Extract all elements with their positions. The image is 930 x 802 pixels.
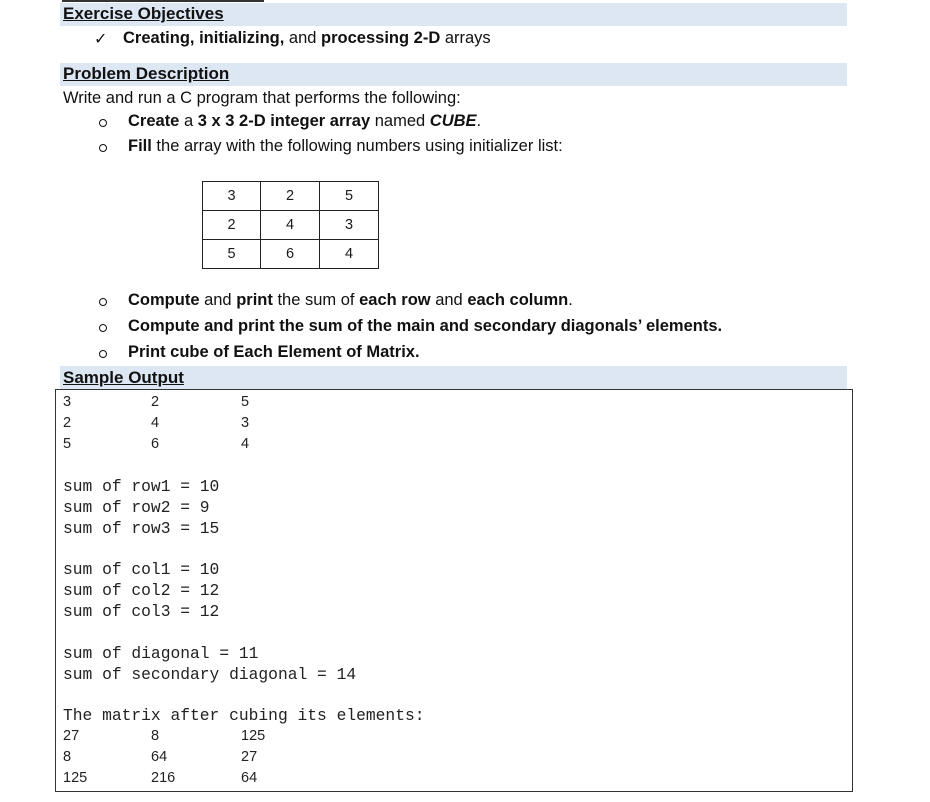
matrix-row bbox=[203, 211, 379, 240]
output-matrix-value: 4 bbox=[241, 436, 250, 452]
bullet3-t4: . bbox=[568, 291, 573, 309]
bullet3-t2: the sum of bbox=[272, 291, 360, 309]
bullet-compute-sums bbox=[128, 291, 573, 310]
top-rule bbox=[62, 0, 264, 2]
output-cube-value: 27 bbox=[241, 749, 258, 765]
output-matrix-value: 3 bbox=[241, 415, 250, 431]
circle-bullet-icon bbox=[99, 119, 107, 127]
objective-bold-2: processing 2-D bbox=[321, 29, 441, 47]
output-row-sum: sum of row3 = 15 bbox=[63, 519, 220, 538]
matrix-cell: 4 bbox=[261, 211, 320, 240]
sample-output-title: Sample Output bbox=[63, 368, 184, 387]
output-cube-header: The matrix after cubing its elements: bbox=[63, 706, 425, 725]
circle-bullet-icon bbox=[99, 144, 107, 152]
bullet1-mid2: named bbox=[370, 112, 430, 130]
problem-intro: Write and run a C program that performs the following: bbox=[63, 89, 461, 107]
check-icon: ✓ bbox=[94, 31, 108, 48]
matrix-row bbox=[203, 182, 379, 211]
bullet1-end: . bbox=[476, 112, 482, 130]
circle-bullet-icon bbox=[99, 350, 107, 358]
bullet5-text: Print cube of Each Element of Matrix. bbox=[128, 343, 420, 361]
bullet1-bold: Create bbox=[128, 112, 180, 130]
problem-description-title: Problem Description bbox=[63, 64, 230, 83]
bullet3-t3: and bbox=[430, 291, 468, 309]
output-cube-value: 216 bbox=[151, 770, 176, 786]
output-row-sum: sum of row2 = 9 bbox=[63, 498, 210, 517]
bullet4-text: Compute and print the sum of the main and secondary diagonals’ elements. bbox=[128, 317, 723, 335]
output-secondary-diagonal-sum: sum of secondary diagonal = 14 bbox=[63, 665, 357, 684]
output-matrix-value: 2 bbox=[63, 415, 72, 431]
bullet3-b1: Compute bbox=[128, 291, 200, 309]
bullet-create-array bbox=[128, 112, 481, 131]
bullet1-array-name: CUBE bbox=[429, 112, 477, 130]
circle-bullet-icon bbox=[99, 298, 107, 306]
output-matrix-value: 6 bbox=[151, 436, 160, 452]
matrix-table bbox=[202, 181, 379, 269]
objective-bold-1: Creating, initializing, bbox=[123, 29, 285, 47]
output-cube-value: 8 bbox=[63, 749, 72, 765]
output-matrix-value: 3 bbox=[63, 394, 72, 410]
matrix-cell: 5 bbox=[203, 240, 261, 269]
output-cube-value: 125 bbox=[63, 770, 88, 786]
bullet2-bold: Fill bbox=[128, 137, 152, 155]
bullet1-mid1: a bbox=[179, 112, 198, 130]
output-cube-value: 125 bbox=[241, 728, 266, 744]
output-matrix-value: 5 bbox=[241, 394, 250, 410]
objective-text-1: and bbox=[284, 29, 322, 47]
matrix-cell: 3 bbox=[320, 211, 379, 240]
circle-bullet-icon bbox=[99, 324, 107, 332]
objective-item bbox=[123, 29, 491, 48]
output-col-sum: sum of col3 = 12 bbox=[63, 602, 220, 621]
output-matrix-value: 2 bbox=[151, 394, 160, 410]
output-matrix-value: 5 bbox=[63, 436, 72, 452]
bullet3-b4: each column bbox=[467, 291, 569, 309]
matrix-cell: 6 bbox=[261, 240, 320, 269]
output-row-sum: sum of row1 = 10 bbox=[63, 477, 220, 496]
output-diagonal-sum: sum of diagonal = 11 bbox=[63, 644, 259, 663]
exercise-objectives-title: Exercise Objectives bbox=[63, 4, 224, 23]
matrix-cell: 4 bbox=[320, 240, 379, 269]
bullet3-t1: and bbox=[199, 291, 237, 309]
output-cube-value: 8 bbox=[151, 728, 160, 744]
objective-text-2: arrays bbox=[440, 29, 491, 47]
matrix-row bbox=[203, 240, 379, 269]
bullet2-rest: the array with the following numbers using initializer list: bbox=[151, 137, 563, 155]
matrix-cell: 2 bbox=[261, 182, 320, 211]
output-col-sum: sum of col1 = 10 bbox=[63, 560, 220, 579]
output-cube-value: 64 bbox=[241, 770, 258, 786]
bullet-fill-array bbox=[128, 137, 563, 156]
output-cube-value: 64 bbox=[151, 749, 168, 765]
bullet3-b3: each row bbox=[359, 291, 431, 309]
bullet3-b2: print bbox=[236, 291, 273, 309]
matrix-cell: 5 bbox=[320, 182, 379, 211]
matrix-cell: 3 bbox=[203, 182, 261, 211]
bullet-diagonals bbox=[128, 317, 722, 336]
output-matrix-value: 4 bbox=[151, 415, 160, 431]
bullet1-bold2: 3 x 3 2-D integer array bbox=[197, 112, 371, 130]
matrix-cell: 2 bbox=[203, 211, 261, 240]
output-cube-value: 27 bbox=[63, 728, 80, 744]
bullet-cube bbox=[128, 343, 420, 362]
output-col-sum: sum of col2 = 12 bbox=[63, 581, 220, 600]
